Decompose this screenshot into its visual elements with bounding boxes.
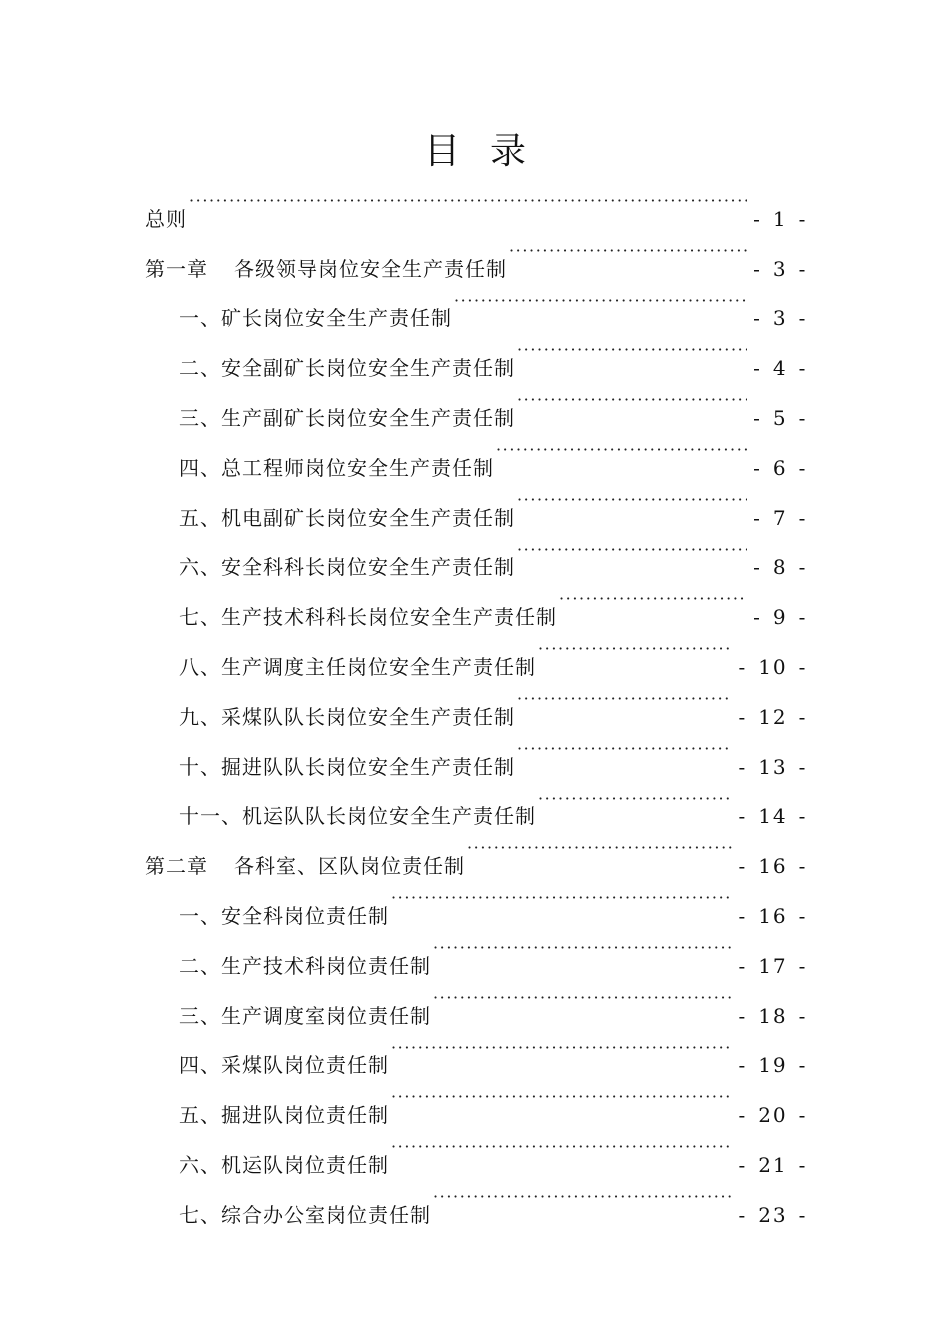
page-dash-left: - — [753, 605, 762, 630]
toc-page-number — [747, 444, 810, 494]
page-dash-right: - — [798, 1152, 808, 1177]
page-number-value: 23 — [758, 1202, 788, 1227]
page-dash-left: - — [753, 206, 762, 231]
toc-page-number — [732, 792, 810, 842]
toc-page-number — [732, 1041, 810, 1091]
toc-dot-leader — [515, 475, 747, 525]
page-dash-left: - — [738, 1152, 748, 1177]
toc-entry-label: 五、掘进队岗位责任制 — [179, 1103, 389, 1128]
toc-entry-label: 七、生产技术科科长岗位安全生产责任制 — [179, 605, 557, 630]
page-dash-left: - — [753, 356, 762, 381]
page-dash-left: - — [753, 555, 762, 580]
page-dash-left: - — [738, 804, 748, 829]
toc-dot-leader — [187, 176, 747, 226]
toc-dot-leader — [431, 923, 732, 973]
toc-dot-leader — [557, 574, 747, 624]
page-number-value: 10 — [758, 654, 788, 679]
toc-page-number — [747, 195, 810, 245]
toc-dot-leader — [452, 276, 747, 326]
page-number-value: 21 — [758, 1152, 788, 1177]
page-number-value: 9 — [772, 605, 788, 630]
page-dash-right: - — [798, 1003, 808, 1028]
toc-dot-leader — [494, 425, 747, 475]
toc-dot-leader — [465, 823, 732, 873]
page-dash-left: - — [753, 256, 762, 281]
toc-dot-leader — [507, 226, 747, 276]
page-dash-left: - — [738, 1003, 748, 1028]
page-dash-right: - — [798, 1053, 808, 1078]
toc-entry-label: 七、综合办公室岗位责任制 — [179, 1202, 431, 1227]
page-dash-left: - — [738, 754, 748, 779]
page-dash-left: - — [738, 1103, 748, 1128]
toc-page-number — [732, 1191, 810, 1241]
page-dash-right: - — [798, 455, 808, 480]
toc-entry-label: 二、安全副矿长岗位安全生产责任制 — [179, 356, 515, 381]
page-dash-right: - — [798, 903, 808, 928]
toc-dot-leader — [515, 724, 732, 774]
toc-entry-label: 五、机电副矿长岗位安全生产责任制 — [179, 505, 515, 530]
toc-entry-label: 各科室、区队岗位责任制 — [234, 854, 465, 879]
page-dash-right: - — [798, 306, 808, 331]
toc-dot-leader — [536, 624, 732, 674]
page-number-value: 16 — [758, 903, 788, 928]
toc-page-number — [747, 394, 810, 444]
page-dash-left: - — [738, 1053, 748, 1078]
toc-entry-text — [179, 1191, 431, 1241]
page-dash-left: - — [738, 854, 748, 879]
page-number-value: 19 — [758, 1053, 788, 1078]
toc-dot-leader — [515, 375, 747, 425]
toc-page-number — [747, 344, 810, 394]
toc-entry-text — [179, 494, 515, 544]
toc-chapter-number: 第二章 — [145, 854, 208, 879]
page-number-value: 7 — [772, 505, 788, 530]
page-number-value: 6 — [772, 455, 788, 480]
toc-entry-text — [179, 543, 515, 593]
toc-dot-leader — [515, 525, 747, 575]
toc-entry-text — [179, 693, 515, 743]
page-number-value: 18 — [758, 1003, 788, 1028]
toc-entry-text — [179, 643, 536, 693]
page-dash-left: - — [753, 505, 762, 530]
toc-page-number — [732, 693, 810, 743]
toc-dot-leader — [515, 674, 732, 724]
page-dash-right: - — [798, 505, 808, 530]
toc-page-number — [732, 992, 810, 1042]
toc-entry-text — [179, 892, 389, 942]
toc-entry-text — [179, 444, 494, 494]
toc-entry-label: 十、掘进队队长岗位安全生产责任制 — [179, 754, 515, 779]
toc-entry-label: 总则 — [145, 206, 187, 231]
toc-page-number — [747, 245, 810, 295]
page-number-value: 13 — [758, 754, 788, 779]
toc-page-number — [747, 494, 810, 544]
page-dash-left: - — [753, 306, 762, 331]
page-number-value: 14 — [758, 804, 788, 829]
toc-entry-label: 各级领导岗位安全生产责任制 — [234, 256, 507, 281]
toc-page-number — [732, 1091, 810, 1141]
page-dash-left: - — [738, 903, 748, 928]
toc-chapter-number: 第一章 — [145, 256, 208, 281]
toc-entry-label: 八、生产调度主任岗位安全生产责任制 — [179, 654, 536, 679]
toc-dot-leader — [389, 1122, 732, 1172]
toc-entry-label: 一、矿长岗位安全生产责任制 — [179, 306, 452, 331]
toc-page-number — [747, 593, 810, 643]
toc-entry[interactable] — [145, 226, 810, 281]
page-number-value: 1 — [772, 206, 788, 231]
toc-page-number — [732, 743, 810, 793]
page-dash-right: - — [798, 1202, 808, 1227]
toc-entry-label: 一、安全科岗位责任制 — [179, 903, 389, 928]
toc-entry-text — [145, 195, 187, 245]
toc-dot-leader — [431, 973, 732, 1023]
toc-entry-text — [179, 344, 515, 394]
page-dash-right: - — [798, 356, 808, 381]
toc-dot-leader — [389, 1023, 732, 1073]
toc-dot-leader — [389, 873, 732, 923]
toc-title: 目录 — [423, 131, 556, 172]
page-number-value: 3 — [772, 306, 788, 331]
page-number-value: 17 — [758, 953, 788, 978]
page-number-value: 5 — [772, 405, 788, 430]
toc-entry-label: 三、生产调度室岗位责任制 — [179, 1003, 431, 1028]
page-number-value: 12 — [758, 704, 788, 729]
toc-page-number — [747, 294, 810, 344]
toc-entry-text — [179, 942, 431, 992]
page-dash-right: - — [798, 654, 808, 679]
page-dash-left: - — [738, 654, 748, 679]
toc-entry-label: 六、机运队岗位责任制 — [179, 1152, 389, 1177]
toc-entry-label: 二、生产技术科岗位责任制 — [179, 953, 431, 978]
toc-entry-label: 三、生产副矿长岗位安全生产责任制 — [179, 405, 515, 430]
toc-page-number — [732, 842, 810, 892]
page-dash-left: - — [738, 704, 748, 729]
toc-entry-text — [179, 743, 515, 793]
toc-page-number — [732, 892, 810, 942]
toc-page-number — [747, 543, 810, 593]
toc-dot-leader — [536, 774, 732, 824]
page-number-value: 3 — [772, 256, 788, 281]
toc-entry-text — [179, 1041, 389, 1091]
toc-entry[interactable] — [145, 176, 810, 231]
page-dash-right: - — [798, 555, 808, 580]
toc-entry-text — [179, 1091, 389, 1141]
toc-entry-text — [179, 593, 557, 643]
toc-dot-leader — [515, 325, 747, 375]
page-dash-left: - — [753, 405, 762, 430]
page-dash-right: - — [798, 1103, 808, 1128]
toc-entry-text — [179, 294, 452, 344]
toc-entry-label: 九、采煤队队长岗位安全生产责任制 — [179, 704, 515, 729]
page-dash-right: - — [798, 804, 808, 829]
page-dash-left: - — [738, 1202, 748, 1227]
page-dash-right: - — [798, 953, 808, 978]
page-dash-right: - — [798, 405, 808, 430]
toc-dot-leader — [431, 1172, 732, 1222]
toc-entry-text — [179, 394, 515, 444]
page-number-value: 8 — [772, 555, 788, 580]
table-of-contents — [145, 176, 810, 1227]
page-dash-left: - — [738, 953, 748, 978]
toc-page-number — [732, 1141, 810, 1191]
page-dash-right: - — [798, 256, 808, 281]
toc-page-number — [732, 643, 810, 693]
toc-entry-label: 四、总工程师岗位安全生产责任制 — [179, 455, 494, 480]
toc-entry-label: 十一、机运队队长岗位安全生产责任制 — [179, 804, 536, 829]
toc-page-number — [732, 942, 810, 992]
page-dash-right: - — [798, 754, 808, 779]
page-dash-right: - — [798, 605, 808, 630]
page-number-value: 20 — [758, 1103, 788, 1128]
page-number-value: 4 — [772, 356, 788, 381]
page-number-value: 16 — [758, 854, 788, 879]
page-dash-left: - — [753, 455, 762, 480]
toc-entry-text — [179, 1141, 389, 1191]
toc-entry-label: 六、安全科科长岗位安全生产责任制 — [179, 555, 515, 580]
page-dash-right: - — [798, 854, 808, 879]
page-dash-right: - — [798, 704, 808, 729]
toc-dot-leader — [389, 1072, 732, 1122]
toc-entry-label: 四、采煤队岗位责任制 — [179, 1053, 389, 1078]
page-dash-right: - — [798, 206, 808, 231]
